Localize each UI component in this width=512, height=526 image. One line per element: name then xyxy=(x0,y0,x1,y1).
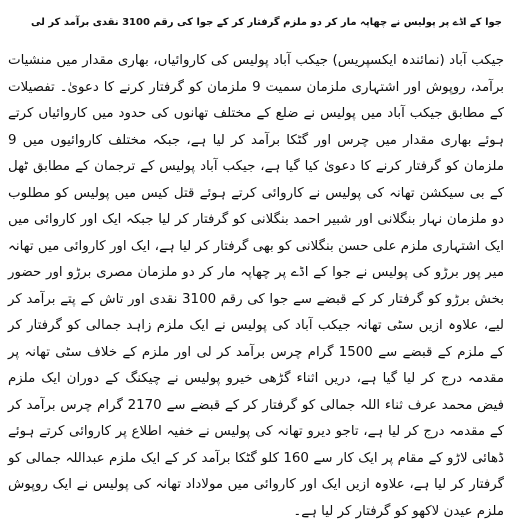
article-headline: جوا کے اڈے پر پولیس نے چھاپہ مار کر دو ملزم گرفتار کر کے جوا کی رقم 3100 نقدی برآمد کر لی xyxy=(30,17,502,28)
article-body: جیکب آباد (نمائندہ ایکسپریس) جیکب آباد پولیس کی کاروائیاں، بھاری مقدار میں منشیات برآمد، روپوش اور اشتہاری ملزمان سمیت 9 ملزمان کو گرفتار کرنے کا دعویٰ۔ تفصیلات کے مطابق جیکب آباد میں پولیس نے ضلع کے مختلف تھانوں کی حدود میں کاروائیاں کرتے ہوئے بھاری مقدار میں چرس اور گٹکا برآمد کر لیا ہے، جبکہ مختلف کاروائیوں میں 9 ملزمان کو گرفتار کرنے کا دعویٰ کیا گیا ہے، جیکب آباد پولیس کے ترجمان کے مطابق ٹھل کے بی سیکشن تھانہ کی پولیس نے کاروائی کرتے ہوئے قتل کیس میں پولیس کو مطلوب دو ملزمان نہار بنگلانی اور شبیر احمد بنگلانی کو گرفتار کر لیا جبکہ ایک اور کاروائی میں ایک اشتہاری ملزم علی حسن بنگلانی کو بھی گرفتار کر لیا ہے، ایک اور کاروائی میں تھانہ میر پور برڑو کی پولیس نے جوا کے اڈے پر چھاپہ مار کر دو ملزمان مصری برڑو اور حضور بخش برڑو کو گرفتار کر کے قبضے سے جوا کی رقم 3100 نقدی اور تاش کے پتے برآمد کر لیے، علاوہ ازیں سٹی تھانہ جیکب آباد کی پولیس نے ایک ملزم زاہد جمالی کو گرفتار کر کے ملزم کے قبضے سے 1500 گرام چرس برآمد کر لی اور ملزم کے خلاف سٹی تھانہ پر مقدمہ درج کر لیا گیا ہے، دریں اثناء گڑھی خیرو پولیس نے چیکنگ کے دوران ایک ملزم فیض محمد عرف ثناء اللہ جمالی کو گرفتار کر کے قبضے سے 2170 گرام چرس برآمد کر کے مقدمہ درج کر لیا ہے، تاجو دیرو تھانہ کی پولیس نے خفیہ اطلاع پر کاروائی کرتے ہوئے ڈھائی لاڑو کے مقام پر ایک کار سے 160 کلو گٹکا برآمد کر کے ایک ملزم عبداللہ جمالی کو گرفتار کر لیا ہے، علاوہ ازیں ایک اور کاروائی میں مولاداد تھانہ کی پولیس نے ایک روپوش ملزم عیدن لاکھو کو گرفتار کر لیا ہے۔ xyxy=(8,53,505,519)
